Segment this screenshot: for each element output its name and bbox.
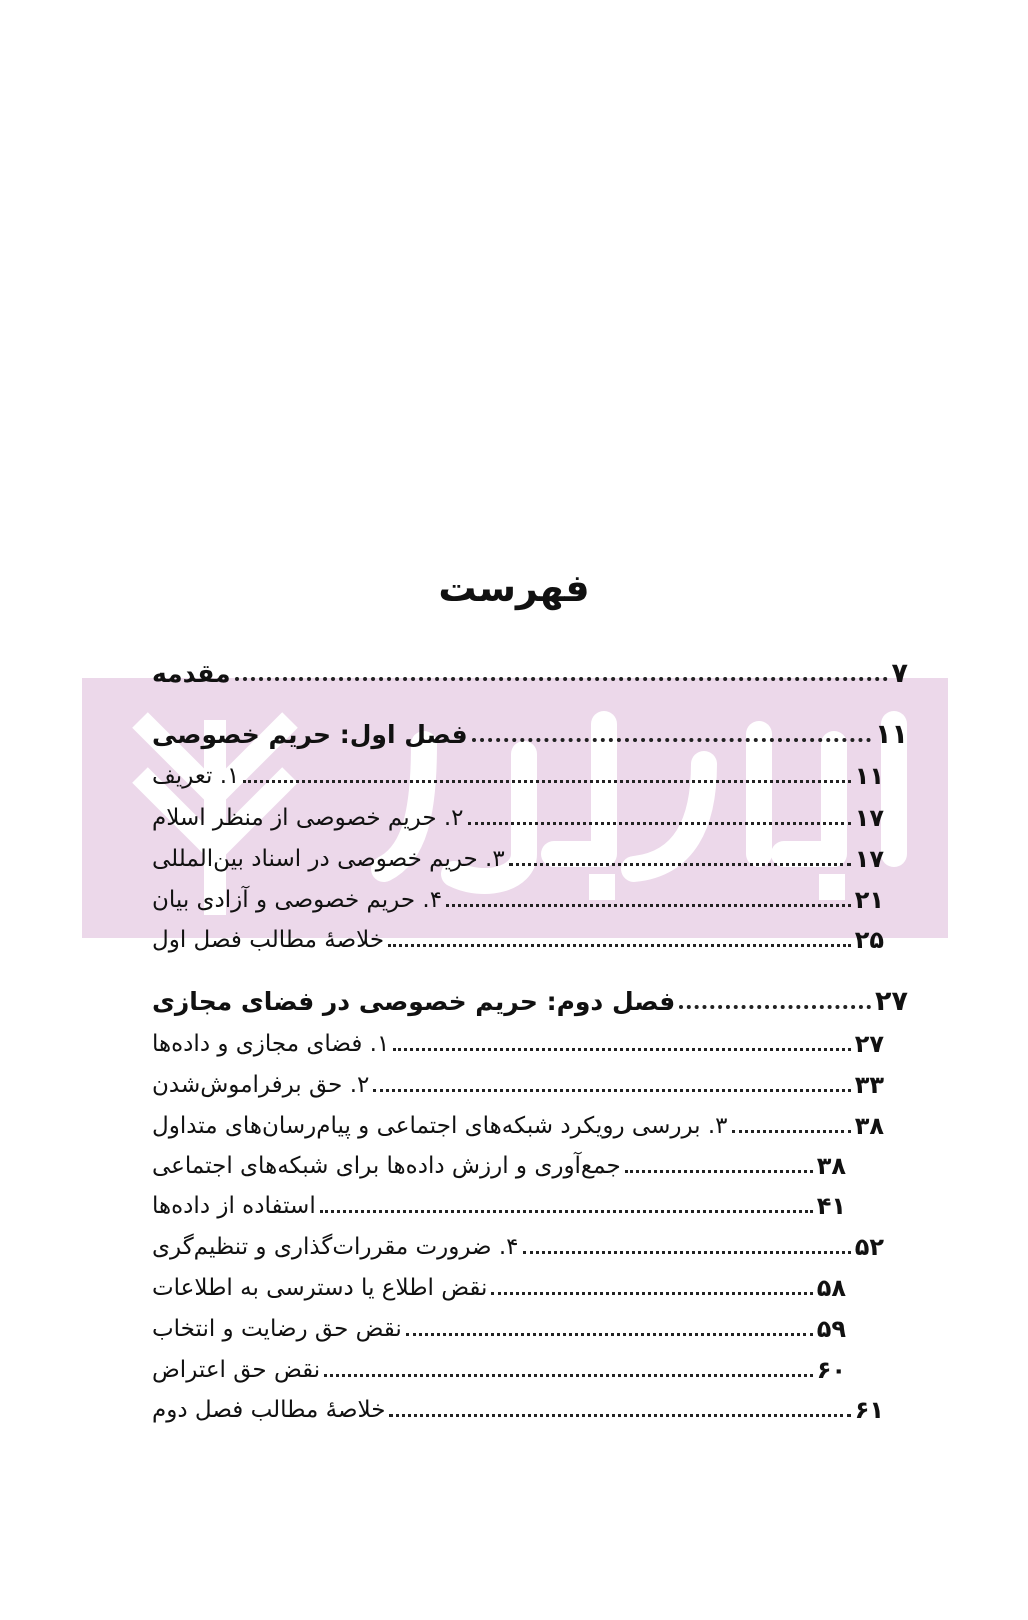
toc-page-number: ۷	[891, 658, 908, 689]
toc-page-number: ۶۱	[854, 1396, 884, 1424]
dot-leader	[243, 780, 850, 783]
toc-entry-label: ۳. حریم خصوصی در اسناد بین‌المللی	[152, 846, 505, 872]
dot-leader	[389, 1414, 850, 1417]
dot-leader	[468, 822, 851, 825]
toc-page-number: ۲۷	[854, 1030, 884, 1058]
dot-leader	[491, 1292, 812, 1295]
toc-entry-label: خلاصهٔ مطالب فصل اول	[152, 927, 385, 953]
toc-entry-label: جمع‌آوری و ارزش داده‌ها برای شبکه‌های اجتماعی	[152, 1153, 621, 1179]
toc-entry[interactable]	[148, 1391, 884, 1425]
toc-entry[interactable]	[148, 983, 908, 1017]
toc-page-number: ۴۱	[816, 1192, 846, 1220]
toc-entry[interactable]	[148, 757, 884, 791]
toc-page-number: ۵۸	[816, 1274, 846, 1302]
toc-entry-label: ۲. حق برفراموش‌شدن	[152, 1072, 370, 1098]
toc-entry-label: استفاده از داده‌ها	[152, 1193, 316, 1219]
toc-entry-label: نقض اطلاع یا دسترسی به اطلاعات	[152, 1275, 488, 1301]
dot-leader	[388, 944, 851, 947]
dot-leader	[235, 677, 888, 681]
toc-page-number: ۱۱	[854, 762, 884, 790]
toc-entry-label: ۴. ضرورت مقررات‌گذاری و تنظیم‌گری	[152, 1234, 519, 1260]
toc-entry-label: نقض حق رضایت و انتخاب	[152, 1316, 402, 1342]
dot-leader	[732, 1130, 851, 1133]
toc-entry-label: ۴. حریم خصوصی و آزادی بیان	[152, 887, 443, 913]
toc-entry[interactable]	[148, 799, 884, 833]
toc-entry-label: فصل دوم: حریم خصوصی در فضای مجازی	[152, 987, 676, 1016]
toc-entry-label: ۳. بررسی رویکرد شبکه‌های اجتماعی و پیام‌رسان‌های متداول	[152, 1113, 728, 1139]
toc-entry[interactable]	[148, 1310, 846, 1344]
toc-page-number: ۲۱	[854, 886, 884, 914]
dot-leader	[472, 738, 871, 742]
dot-leader	[393, 1048, 850, 1051]
dot-leader	[625, 1170, 813, 1173]
toc-entry[interactable]	[148, 1147, 846, 1181]
toc-page-number: ۱۱	[875, 719, 908, 750]
dot-leader	[324, 1374, 813, 1377]
toc-entry[interactable]	[148, 1351, 846, 1385]
toc-page-number: ۳۳	[854, 1071, 884, 1099]
page-title: فهرست	[438, 566, 590, 610]
toc-entry-label: خلاصهٔ مطالب فصل دوم	[152, 1397, 386, 1423]
toc-entry[interactable]	[148, 716, 908, 750]
toc-page-number: ۱۷	[854, 845, 884, 873]
toc-entry[interactable]	[148, 655, 908, 689]
toc-entry[interactable]	[148, 881, 884, 915]
toc-page-number: ۵۹	[816, 1315, 846, 1343]
toc-entry[interactable]	[148, 1269, 846, 1303]
toc-page-number: ۱۷	[854, 804, 884, 832]
dot-leader	[509, 863, 851, 866]
dot-leader	[406, 1333, 813, 1336]
toc-entry[interactable]	[148, 840, 884, 874]
toc-page-number: ۵۲	[854, 1233, 884, 1261]
toc-page-number: ۲۵	[854, 926, 884, 954]
dot-leader	[446, 904, 851, 907]
toc-page-number: ۳۸	[816, 1152, 846, 1180]
toc-entry[interactable]	[148, 1228, 884, 1262]
dot-leader	[523, 1251, 851, 1254]
toc-entry[interactable]	[148, 1025, 884, 1059]
toc-entry-label: ۱. فضای مجازی و داده‌ها	[152, 1031, 390, 1057]
toc-entry-label: ۱. تعریف	[152, 763, 240, 789]
toc-entry[interactable]	[148, 1187, 846, 1221]
toc-entry[interactable]	[148, 1066, 884, 1100]
toc-page-number: ۲۷	[875, 986, 908, 1017]
toc-entry-label: مقدمه	[152, 659, 231, 688]
toc-page-number: ۳۸	[854, 1112, 884, 1140]
toc-entry[interactable]	[148, 1107, 884, 1141]
dot-leader	[320, 1210, 813, 1213]
dot-leader	[373, 1089, 850, 1092]
toc-entry[interactable]	[148, 921, 884, 955]
dot-leader	[679, 1005, 871, 1009]
toc-entry-label: ۲. حریم خصوصی از منظر اسلام	[152, 805, 464, 831]
toc-page-number: ۶۰	[816, 1356, 846, 1384]
toc-entry-label: نقض حق اعتراض	[152, 1357, 321, 1383]
toc-entry-label: فصل اول: حریم خصوصی	[152, 720, 468, 749]
